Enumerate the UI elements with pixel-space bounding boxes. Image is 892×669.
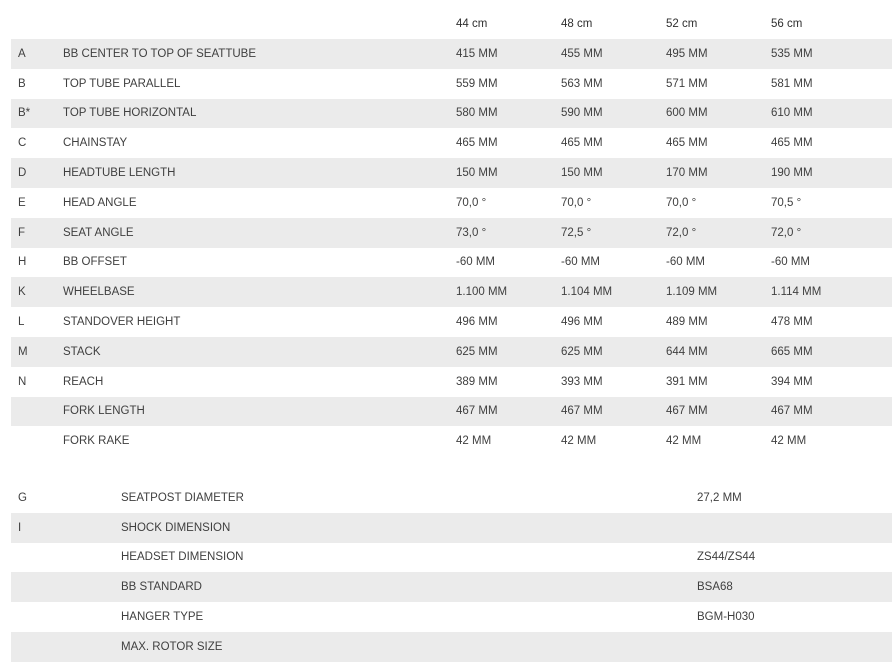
row-label: BB OFFSET (63, 256, 127, 269)
row-label: REACH (63, 375, 104, 388)
spec-code (11, 572, 121, 602)
row-label: STACK (63, 337, 456, 367)
row-label: SEAT ANGLE (63, 218, 456, 248)
geometry-table (11, 9, 892, 456)
row-value: 72,0 ° (666, 218, 771, 248)
row-value: 581 MM (771, 77, 813, 90)
header-spacer (11, 9, 63, 39)
row-code (11, 397, 63, 427)
row-value: 465 MM (561, 137, 603, 150)
row-code (11, 426, 63, 456)
row-value: 42 MM (771, 435, 807, 448)
row-value: 535 MM (771, 39, 892, 69)
size-header: 56 cm (771, 18, 803, 30)
row-value: 467 MM (561, 397, 666, 427)
row-value: 465 MM (456, 137, 498, 150)
specs-table (11, 483, 892, 662)
row-value: 42 MM (666, 435, 702, 448)
row-value: -60 MM (771, 256, 810, 269)
row-value: 70,5 ° (771, 196, 802, 209)
size-header: 52 cm (666, 18, 698, 30)
row-value: 42 MM (561, 435, 597, 448)
row-value: 1.114 MM (771, 277, 892, 307)
row-value: 610 MM (771, 99, 892, 129)
spec-code (11, 602, 121, 632)
spec-row (11, 543, 892, 573)
row-value: 42 MM (456, 435, 492, 448)
spec-label: BB STANDARD (121, 572, 697, 602)
row-code: F (11, 218, 63, 248)
row-value: 625 MM (561, 337, 666, 367)
header-spacer (63, 9, 456, 39)
row-value: 644 MM (666, 337, 771, 367)
spec-row (11, 483, 892, 513)
row-code: C (18, 137, 27, 150)
row-code: D (11, 158, 63, 188)
row-value: 467 MM (771, 397, 892, 427)
spec-row (11, 513, 892, 543)
row-value: 394 MM (771, 375, 813, 388)
row-value: 478 MM (771, 316, 813, 329)
row-value: 467 MM (666, 397, 771, 427)
row-label: HEAD ANGLE (63, 196, 137, 209)
row-code: A (11, 39, 63, 69)
spec-label: HANGER TYPE (121, 611, 204, 624)
row-value: 625 MM (456, 337, 561, 367)
row-code: B (18, 77, 26, 90)
spec-code: G (18, 491, 27, 504)
row-value: 150 MM (456, 158, 561, 188)
size-header-row (11, 9, 892, 39)
spec-code (11, 632, 121, 662)
row-value: 415 MM (456, 39, 561, 69)
geometry-row (11, 397, 892, 427)
geometry-row (11, 158, 892, 188)
row-value: 72,0 ° (771, 218, 892, 248)
row-value: 1.100 MM (456, 277, 561, 307)
row-label: STANDOVER HEIGHT (63, 316, 181, 329)
spec-code: I (11, 513, 121, 543)
row-value: 590 MM (561, 99, 666, 129)
spec-code (11, 543, 121, 573)
row-code: M (11, 337, 63, 367)
row-value: 495 MM (666, 39, 771, 69)
geometry-row (11, 188, 892, 218)
row-value: 571 MM (666, 77, 708, 90)
row-value: 559 MM (456, 77, 498, 90)
spec-value: BSA68 (697, 572, 892, 602)
geometry-row (11, 128, 892, 158)
geometry-row (11, 367, 892, 397)
geometry-row (11, 277, 892, 307)
row-value: 72,5 ° (561, 218, 666, 248)
geometry-row (11, 426, 892, 456)
spec-value: ZS44/ZS44 (697, 551, 756, 564)
spec-value (697, 632, 892, 662)
row-label: CHAINSTAY (63, 137, 128, 150)
row-value: 389 MM (456, 375, 498, 388)
spec-label: SHOCK DIMENSION (121, 513, 697, 543)
row-label: HEADTUBE LENGTH (63, 158, 456, 188)
row-label: BB CENTER TO TOP OF SEATTUBE (63, 39, 456, 69)
spec-row (11, 632, 892, 662)
row-value: 465 MM (771, 137, 813, 150)
spec-label: SEATPOST DIAMETER (121, 491, 244, 504)
spec-row (11, 602, 892, 632)
row-code: N (18, 375, 27, 388)
geometry-row (11, 218, 892, 248)
row-value: 489 MM (666, 316, 708, 329)
row-value: 580 MM (456, 99, 561, 129)
spec-value: BGM-H030 (697, 611, 755, 624)
row-value: 465 MM (666, 137, 708, 150)
row-value: 393 MM (561, 375, 603, 388)
row-label: FORK RAKE (63, 435, 130, 448)
spec-label: HEADSET DIMENSION (121, 551, 244, 564)
geometry-row (11, 99, 892, 129)
row-value: -60 MM (456, 256, 495, 269)
geometry-row (11, 39, 892, 69)
row-value: -60 MM (666, 256, 705, 269)
row-code: E (18, 196, 26, 209)
size-header: 44 cm (456, 18, 488, 30)
size-header: 48 cm (561, 18, 593, 30)
row-value: -60 MM (561, 256, 600, 269)
row-value: 170 MM (666, 158, 771, 188)
row-label: FORK LENGTH (63, 397, 456, 427)
row-value: 70,0 ° (561, 196, 592, 209)
row-value: 70,0 ° (666, 196, 697, 209)
spec-label: MAX. ROTOR SIZE (121, 632, 697, 662)
row-code: H (18, 256, 27, 269)
row-code: K (11, 277, 63, 307)
row-value: 150 MM (561, 158, 666, 188)
spec-value (697, 513, 892, 543)
row-value: 467 MM (456, 397, 561, 427)
spec-value: 27,2 MM (697, 491, 742, 504)
row-value: 1.104 MM (561, 277, 666, 307)
row-value: 70,0 ° (456, 196, 487, 209)
geometry-row (11, 307, 892, 337)
geometry-row (11, 248, 892, 278)
row-code: L (18, 316, 25, 329)
row-value: 391 MM (666, 375, 708, 388)
geometry-row (11, 69, 892, 99)
spec-row (11, 572, 892, 602)
row-label: WHEELBASE (63, 277, 456, 307)
row-value: 1.109 MM (666, 277, 771, 307)
row-value: 190 MM (771, 158, 892, 188)
row-value: 496 MM (561, 316, 603, 329)
row-label: TOP TUBE HORIZONTAL (63, 99, 456, 129)
geometry-row (11, 337, 892, 367)
row-value: 563 MM (561, 77, 603, 90)
row-code: B* (11, 99, 63, 129)
row-value: 600 MM (666, 99, 771, 129)
row-value: 496 MM (456, 316, 498, 329)
row-label: TOP TUBE PARALLEL (63, 77, 181, 90)
row-value: 455 MM (561, 39, 666, 69)
row-value: 73,0 ° (456, 218, 561, 248)
row-value: 665 MM (771, 337, 892, 367)
